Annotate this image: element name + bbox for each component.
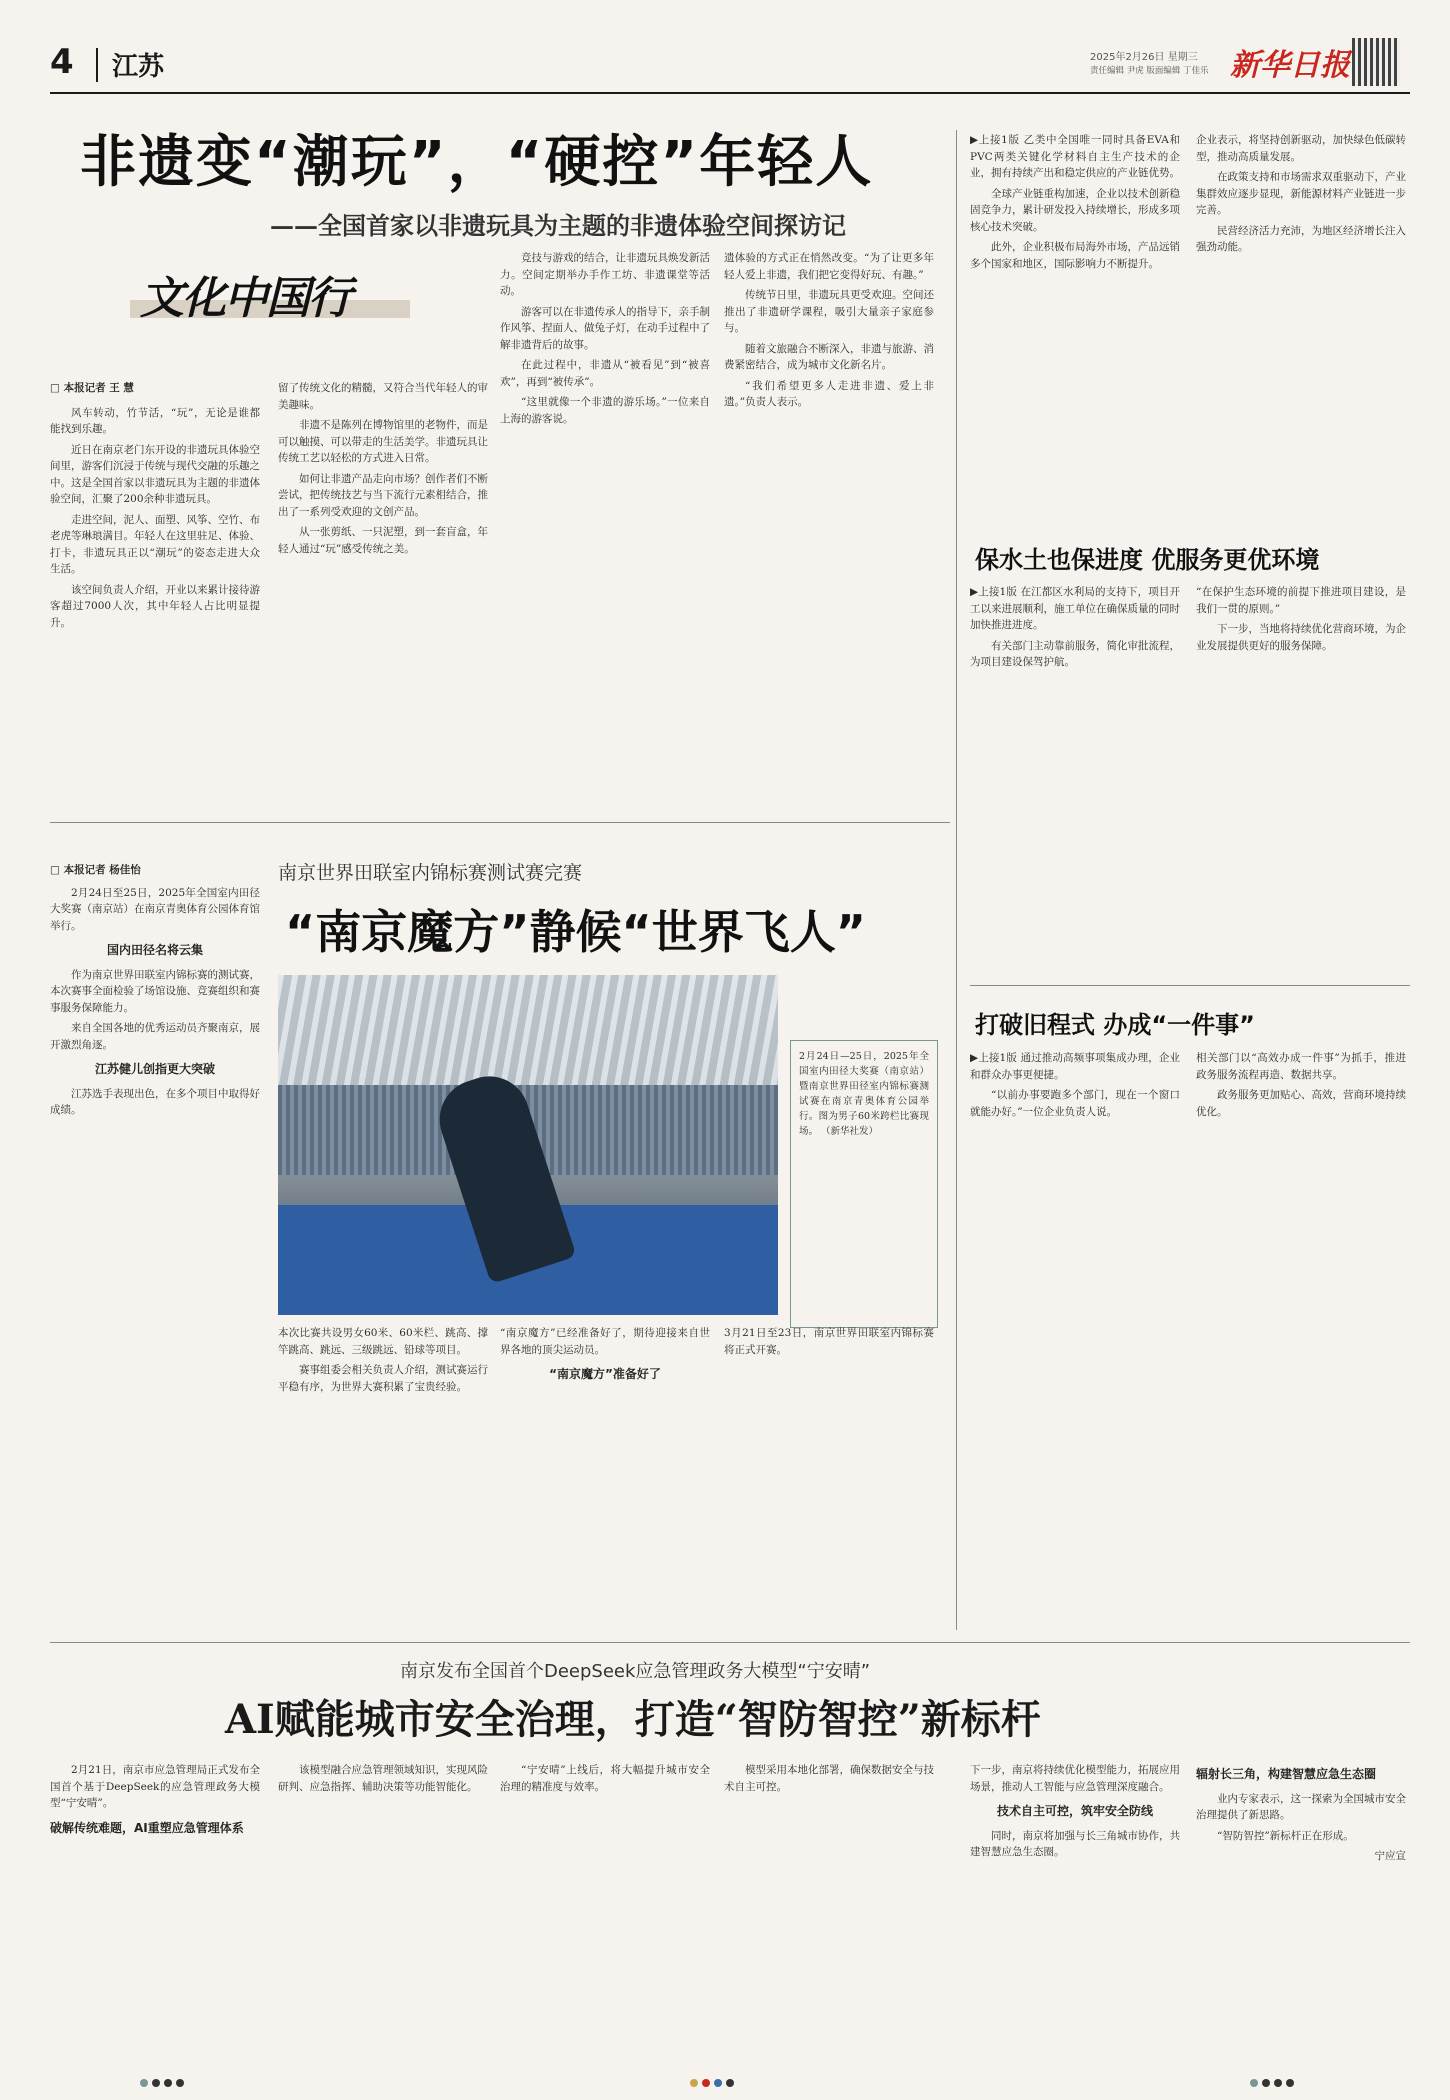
right-paragraph: “在保护生态环境的前提下推进项目建设，是我们一贯的原则。” xyxy=(1196,586,1406,615)
story3-column-6 xyxy=(1196,1762,1406,2062)
story3-paragraph: “智防智控”新标杆正在形成。 xyxy=(1217,1829,1354,1842)
right-paragraph: ▶上接1版 通过推动高频事项集成办理，企业和群众办事更便捷。 xyxy=(970,1052,1180,1081)
story3-column-4 xyxy=(724,1762,934,2062)
footer-dot xyxy=(1286,2079,1294,2087)
right-paragraph: 此外，企业积极布局海外市场，产品远销多个国家和地区，国际影响力不断提升。 xyxy=(970,241,1180,270)
story3-paragraph: “宁安晴”上线后，将大幅提升城市安全治理的精准度与效率。 xyxy=(500,1764,710,1793)
story1-paragraph: “我们希望更多人走进非遗、爱上非遗。”负责人表示。 xyxy=(724,379,934,408)
story3-paragraph: 下一步，南京将持续优化模型能力，拓展应用场景，推动人工智能与应急管理深度融合。 xyxy=(970,1764,1180,1793)
story3-paragraph: 该模型融合应急管理领域知识，实现风险研判、应急指挥、辅助决策等功能智能化。 xyxy=(278,1764,488,1793)
column-divider xyxy=(956,130,957,1630)
footer-dots-right xyxy=(1250,2072,1298,2091)
story3-kicker: 南京发布全国首个DeepSeek应急管理政务大模型“宁安晴” xyxy=(400,1661,871,1682)
story2-subhead: 国内田径名将云集 xyxy=(106,943,203,957)
story1-paragraph: 从一张剪纸、一只泥塑，到一套盲盒，年轻人通过“玩”感受传统之美。 xyxy=(278,526,488,555)
right-story1-col-a xyxy=(970,132,1180,512)
right-story3-col-a xyxy=(970,1050,1180,1630)
date-line: 2025年2月26日 星期三 xyxy=(1090,52,1198,63)
story3-column-5 xyxy=(970,1762,1180,2062)
story1-column-2 xyxy=(278,380,488,810)
story3-paragraph: 业内专家表示，这一探索为全国城市安全治理提供了新思路。 xyxy=(1196,1792,1406,1821)
right-story2-title: 保水土也保进度 优服务更优环境 xyxy=(975,546,1320,574)
story1-byline: □ 本报记者 王 慧 xyxy=(50,382,134,394)
story2-subhead: “南京魔方”准备好了 xyxy=(549,1367,661,1381)
story2-paragraph: 本次比赛共设男女60米、60米栏、跳高、撑竿跳高、跳远、三级跳远、铅球等项目。 xyxy=(278,1327,488,1356)
footer-dot xyxy=(714,2079,722,2087)
story1-subtitle: ——全国首家以非遗玩具为主题的非遗体验空间探访记 xyxy=(270,211,846,240)
story1-paragraph: 传统节日里，非遗玩具更受欢迎。空间还推出了非遗研学课程，吸引大量亲子家庭参与。 xyxy=(724,289,934,334)
story3-title: AI赋能城市安全治理，打造“智防智控”新标杆 xyxy=(225,1696,1041,1743)
footer-dot xyxy=(152,2079,160,2087)
story2-byline: □ 本报记者 杨佳怡 xyxy=(50,864,141,876)
story1-column-4 xyxy=(724,250,934,810)
story1-column-1 xyxy=(50,380,260,810)
story1-paragraph: 该空间负责人介绍，开业以来累计接待游客超过7000人次，其中年轻人占比明显提升。 xyxy=(50,583,260,629)
story2-paragraph: 来自全国各地的优秀运动员齐聚南京，展开激烈角逐。 xyxy=(50,1022,260,1051)
story2-paragraph: 江苏选手表现出色，在多个项目中取得好成绩。 xyxy=(50,1087,260,1116)
story3-subhead: 破解传统难题，AI重塑应急管理体系 xyxy=(50,1820,244,1835)
story1-paragraph: 游客可以在非遗传承人的指导下，亲手制作风筝、捏面人、做兔子灯，在动手过程中了解非遗背后的故事。 xyxy=(500,305,710,351)
story2-column-1 xyxy=(50,862,260,1632)
photo-credit: （新华社发） xyxy=(821,1126,879,1137)
story3-author: 宁应宣 xyxy=(1374,1850,1406,1862)
section-name: 江苏 xyxy=(112,52,165,82)
story2-kicker: 南京世界田联室内锦标赛测试赛完赛 xyxy=(278,862,583,884)
story3-paragraph: 模型采用本地化部署，确保数据安全与技术自主可控。 xyxy=(724,1764,934,1793)
footer-dot xyxy=(726,2079,734,2087)
right-paragraph: “以前办事要跑多个部门，现在一个窗口就能办好。”一位企业负责人说。 xyxy=(970,1089,1180,1118)
story1-paragraph: 竞技与游戏的结合，让非遗玩具焕发新活力。空间定期举办手作工坊、非遗课堂等活动。 xyxy=(500,252,710,297)
story2-column-2 xyxy=(278,1325,488,1630)
right-story3-title: 打破旧程式 办成“一件事” xyxy=(975,1011,1255,1039)
footer-dots-left xyxy=(140,2072,188,2091)
footer-dot xyxy=(1250,2079,1258,2087)
story3-paragraph: 同时，南京将加强与长三角城市协作，共建智慧应急生态圈。 xyxy=(970,1829,1180,1858)
story1-paragraph: 如何让非遗产品走向市场？创作者们不断尝试，把传统技艺与当下流行元素相结合，推出了一系列受欢迎的文创产品。 xyxy=(278,472,488,518)
story1-paragraph: 在此过程中，非遗从“被看见”到“被喜欢”，再到“被传承”。 xyxy=(500,359,710,388)
story1-paragraph: 遗体验的方式正在悄然改变。“为了让更多年轻人爱上非遗，我们把它变得好玩、有趣。” xyxy=(724,252,934,281)
page-header xyxy=(50,38,1410,98)
sprinter-photo xyxy=(278,975,778,1315)
photo-caption-box xyxy=(790,1040,938,1328)
story1-paragraph: 留了传统文化的精髓，又符合当代年轻人的审美趣味。 xyxy=(278,382,488,411)
story2-top-rule xyxy=(50,822,950,823)
story2-column-4 xyxy=(724,1325,934,1630)
footer-dot xyxy=(140,2079,148,2087)
right-story2-col-b xyxy=(1196,584,1406,974)
stadium-roof xyxy=(278,975,778,1085)
story1-paragraph: 随着文旅融合不断深入，非遗与旅游、消费紧密结合，成为城市文化新名片。 xyxy=(724,342,934,371)
story1-column-3 xyxy=(500,250,710,810)
photo-caption: 2月24日—25日，2025年全国室内田径大奖赛（南京站）暨南京世界田径室内锦标赛测试赛在南京青奥体育公园举行。图为男子60米跨栏比赛现场。 xyxy=(799,1051,929,1137)
header-divider xyxy=(96,48,98,82)
story3-top-rule xyxy=(50,1642,1410,1643)
footer-dot xyxy=(702,2079,710,2087)
story2-paragraph: “南京魔方”已经准备好了，期待迎接来自世界各地的顶尖运动员。 xyxy=(500,1327,710,1356)
right-story1-col-b xyxy=(1196,132,1406,512)
story1-paragraph: 风车转动，竹节活，“玩”，无论是谁都能找到乐趣。 xyxy=(50,406,260,435)
story2-paragraph: 赛事组委会相关负责人介绍，测试赛运行平稳有序，为世界大赛积累了宝贵经验。 xyxy=(278,1364,488,1393)
footer-dots-center xyxy=(690,2072,738,2091)
story2-title: “南京魔方”静候“世界飞人” xyxy=(285,905,866,959)
qr-code xyxy=(1352,38,1400,86)
masthead-logo: 新华日报 xyxy=(1230,48,1350,83)
story3-subhead: 辐射长三角，构建智慧应急生态圈 xyxy=(1196,1767,1377,1781)
column-logo: 文化中国行 xyxy=(140,273,350,324)
right-paragraph: 企业表示，将坚持创新驱动，加快绿色低碳转型，推动高质量发展。 xyxy=(1196,134,1406,163)
header-rule xyxy=(50,92,1410,94)
right-paragraph: ▶上接1版 乙类中全国唯一同时具备EVA和PVC两类关键化学材料自主生产技术的企业，拥有持续产出和稳定供应的产业链优势。 xyxy=(970,134,1180,179)
right-paragraph: 民营经济活力充沛，为地区经济增长注入强劲动能。 xyxy=(1196,224,1406,253)
footer-dot xyxy=(164,2079,172,2087)
right-paragraph: 政务服务更加贴心、高效，营商环境持续优化。 xyxy=(1196,1089,1406,1118)
story3-subhead: 技术自主可控，筑牢安全防线 xyxy=(996,1804,1153,1818)
right-paragraph: 相关部门以“高效办成一件事”为抓手，推进政务服务流程再造、数据共享。 xyxy=(1196,1052,1406,1081)
editor-line: 责任编辑 尹虎 版面编辑 丁佳乐 xyxy=(1090,66,1209,76)
footer-dot xyxy=(176,2079,184,2087)
story2-paragraph: 3月21日至23日，南京世界田联室内锦标赛将正式开赛。 xyxy=(724,1327,934,1356)
right-paragraph: 在政策支持和市场需求双重驱动下，产业集群效应逐步显现，新能源材料产业链进一步完善。 xyxy=(1196,171,1406,216)
story1-paragraph: 非遗不是陈列在博物馆里的老物件，而是可以触摸、可以带走的生活美学。非遗玩具让传统工艺以轻松的方式进入日常。 xyxy=(278,419,488,464)
story2-subhead: 江苏健儿创指更大突破 xyxy=(94,1062,215,1076)
story3-paragraph: 2月21日，南京市应急管理局正式发布全国首个基于DeepSeek的应急管理政务大模型“宁安晴”。 xyxy=(50,1764,260,1809)
right-paragraph: ▶上接1版 在江都区水利局的支持下，项目开工以来进展顺利，施工单位在确保质量的同时加快推进进度。 xyxy=(970,586,1180,631)
story2-paragraph: 作为南京世界田联室内锦标赛的测试赛，本次赛事全面检验了场馆设施、竞赛组织和赛事服务保障能力。 xyxy=(50,968,260,1014)
right-paragraph: 全球产业链重构加速，企业以技术创新稳固竞争力，累计研发投入持续增长，形成多项核心技术突破。 xyxy=(970,187,1180,233)
story3-column-3 xyxy=(500,1762,710,2062)
story3-column-2 xyxy=(278,1762,488,2062)
right-story2-col-a xyxy=(970,584,1180,974)
right-paragraph: 下一步，当地将持续优化营商环境，为企业发展提供更好的服务保障。 xyxy=(1196,623,1406,652)
story1-paragraph: “这里就像一个非遗的游乐场。”一位来自上海的游客说。 xyxy=(500,396,710,425)
footer-dot xyxy=(1262,2079,1270,2087)
right-divider xyxy=(970,985,1410,986)
footer-dot xyxy=(690,2079,698,2087)
story3-column-1 xyxy=(50,1762,260,2062)
story1-paragraph: 近日在南京老门东开设的非遗玩具体验空间里，游客们沉浸于传统与现代交融的乐趣之中。这是全国首家以非遗玩具为主题的非遗体验空间，汇聚了200余种非遗玩具。 xyxy=(50,443,260,505)
story1-paragraph: 走进空间，泥人、面塑、风筝、空竹、布老虎等琳琅满目。年轻人在这里驻足、体验、打卡，非遗玩具正以“潮玩”的姿态走进大众生活。 xyxy=(50,513,260,575)
story2-paragraph: 2月24日至25日，2025年全国室内田径大奖赛（南京站）在南京青奥体育公园体育馆举行。 xyxy=(50,886,260,932)
page-number: 4 xyxy=(50,42,74,82)
story2-column-3 xyxy=(500,1325,710,1630)
story1-title: 非遗变“潮玩”，“硬控”年轻人 xyxy=(80,130,874,195)
footer-dot xyxy=(1274,2079,1282,2087)
right-story3-col-b xyxy=(1196,1050,1406,1630)
right-paragraph: 有关部门主动靠前服务，简化审批流程，为项目建设保驾护航。 xyxy=(970,639,1180,668)
